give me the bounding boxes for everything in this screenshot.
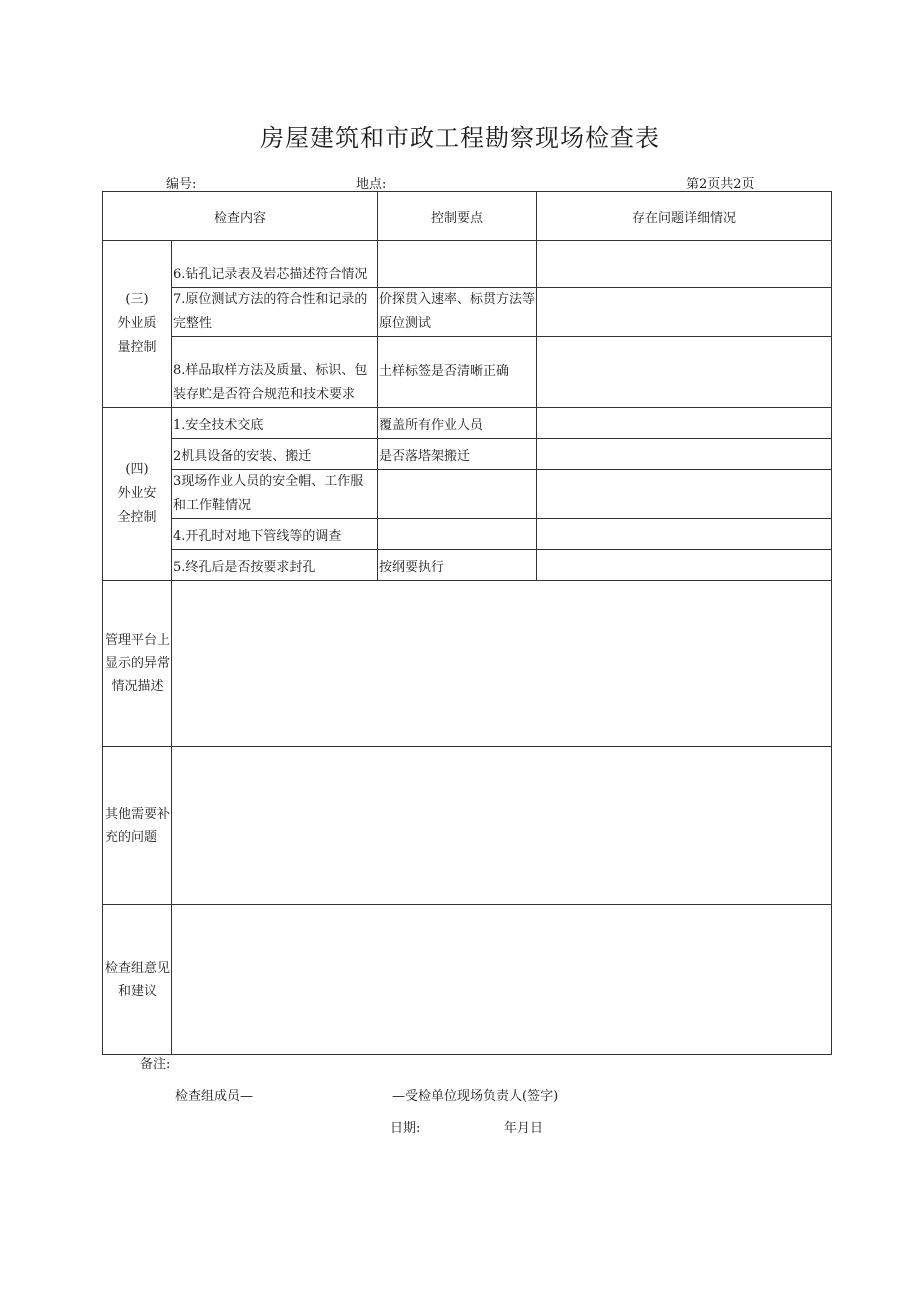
check-item: 7.原位测试方法的符合性和记录的完整性 [172, 288, 378, 337]
control-point: 价探贯入速率、标贯方法等原位测试 [378, 288, 537, 337]
opinion-input[interactable] [172, 905, 832, 1055]
page-title: 房屋建筑和市政工程勘察现场检查表 [260, 124, 660, 152]
control-point: 覆盖所有作业人员 [378, 408, 537, 439]
section3-label: (三) 外业质 量控制 [103, 241, 172, 408]
remarks-label: 备注: [140, 1057, 171, 1072]
detail-cell[interactable] [537, 439, 832, 470]
check-item: 6.钻孔记录表及岩芯描述符合情况 [172, 241, 378, 288]
check-item: 5.终孔后是否按要求封孔 [172, 550, 378, 581]
other-input[interactable] [172, 747, 832, 905]
detail-cell[interactable] [537, 408, 832, 439]
header-details: 存在问题详细情况 [537, 192, 832, 241]
control-point: 按纲要执行 [378, 550, 537, 581]
control-point: 是否落塔架搬迁 [378, 439, 537, 470]
header-points: 控制要点 [378, 192, 537, 241]
table-row [103, 470, 832, 519]
control-point [378, 519, 537, 550]
table-row [103, 337, 832, 408]
control-point: 土样标签是否清晰正确 [378, 337, 537, 408]
table-row [103, 408, 832, 439]
platform-row [103, 581, 832, 747]
detail-cell[interactable] [537, 337, 832, 408]
detail-cell[interactable] [537, 470, 832, 519]
date-value: 年月日 [504, 1121, 544, 1136]
platform-input[interactable] [172, 581, 832, 747]
other-label: 其他需要补 充的问题 [103, 747, 172, 905]
table-row [103, 550, 832, 581]
control-point [378, 470, 537, 519]
detail-cell[interactable] [537, 550, 832, 581]
check-item: 3现场作业人员的安全帽、工作服和工作鞋情况 [172, 470, 378, 519]
date-label: 日期: [390, 1121, 421, 1136]
detail-cell[interactable] [537, 241, 832, 288]
inspector-label: 检查组成员— [175, 1089, 254, 1104]
header-row [103, 192, 832, 241]
control-point [378, 241, 537, 288]
opinion-label: 检查组意见 和建议 [103, 905, 172, 1055]
platform-label: 管理平台上 显示的异常 情况描述 [103, 581, 172, 747]
section4-label: (四) 外业安 全控制 [103, 408, 172, 581]
inspection-table [102, 191, 832, 1055]
detail-cell[interactable] [537, 519, 832, 550]
check-item: 4.开孔时对地下管线等的调查 [172, 519, 378, 550]
other-row [103, 747, 832, 905]
header-content: 检查内容 [103, 192, 378, 241]
table-row [103, 519, 832, 550]
inspected-signature-label: —受检单位现场负责人(签字) [392, 1089, 559, 1104]
check-item: 2机具设备的安装、搬迁 [172, 439, 378, 470]
check-item: 8.样品取样方法及质量、标识、包装存贮是否符合规范和技术要求 [172, 337, 378, 408]
table-row [103, 439, 832, 470]
opinion-row [103, 905, 832, 1055]
check-item: 1.安全技术交底 [172, 408, 378, 439]
number-label: 编号: [166, 177, 197, 192]
table-row [103, 241, 832, 288]
page-info: 第2页共2页 [686, 177, 755, 192]
location-label: 地点: [356, 177, 387, 192]
detail-cell[interactable] [537, 288, 832, 337]
table-row [103, 288, 832, 337]
